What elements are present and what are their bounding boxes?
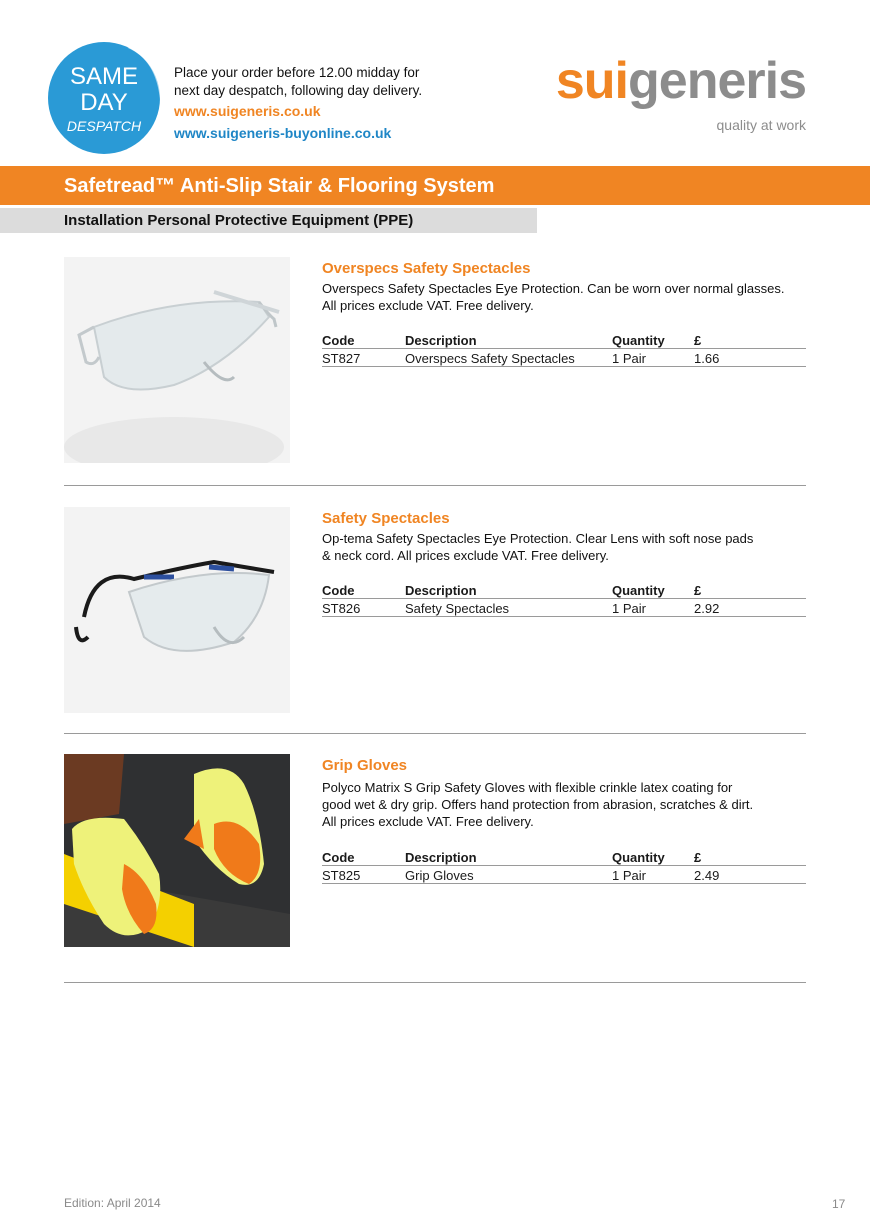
website-link[interactable]: www.suigeneris.co.uk [174, 103, 321, 119]
product-price: 2.49 [694, 866, 806, 884]
divider [64, 982, 806, 983]
product-quantity: 1 Pair [612, 599, 694, 617]
badge-line3: DESPATCH [66, 118, 142, 134]
order-line-2: next day despatch, following day delivery. [174, 83, 423, 98]
product-title: Grip Gloves [322, 757, 408, 774]
banner-title: Safetread™ Anti-Slip Stair & Flooring System [64, 175, 495, 197]
order-line-1: Place your order before 12.00 midday for [174, 65, 420, 80]
same-day-despatch-badge [46, 40, 162, 156]
section-title: Installation Personal Protective Equipment (PPE) [64, 212, 414, 229]
table-header-row: Code Description Quantity £ [322, 331, 806, 349]
product-quantity: 1 Pair [612, 349, 694, 367]
logo-tagline: quality at work [716, 117, 806, 133]
logo-part1: sui [555, 54, 629, 110]
svg-text:suigeneris [556, 54, 806, 110]
product-table [322, 331, 806, 367]
divider [64, 733, 806, 734]
product-code: ST826 [322, 599, 405, 617]
product-table [322, 848, 806, 884]
product-code: ST827 [322, 349, 405, 367]
product-description-cell: Overspecs Safety Spectacles [405, 349, 612, 367]
product-code: ST825 [322, 866, 405, 884]
table-row [322, 866, 806, 884]
buy-online-link[interactable]: www.suigeneris-buyonline.co.uk [174, 125, 392, 141]
edition-text: Edition: April 2014 [64, 1196, 161, 1210]
product-title: Overspecs Safety Spectacles [322, 260, 531, 277]
table-row [322, 599, 806, 617]
safety-glasses-photo [64, 507, 290, 713]
table-header-row: Code Description Quantity £ [322, 848, 806, 866]
product-description: Overspecs Safety Spectacles Eye Protection. Can be worn over normal glasses. All prices exclude VAT. Free delivery. [322, 281, 785, 313]
product-table [322, 581, 806, 617]
product-price: 2.92 [694, 599, 806, 617]
badge-line1: SAME [69, 63, 139, 90]
overspecs-glasses-photo [64, 257, 290, 463]
product-title: Safety Spectacles [322, 510, 450, 527]
logo-part2: generis [628, 54, 806, 110]
product-description: Polyco Matrix S Grip Safety Gloves with flexible crinkle latex coating for good wet & dry grip. Offers hand protection from abrasion, scratches & dirt. All prices exclude VAT. Free delivery. [322, 780, 754, 829]
product-price: 1.66 [694, 349, 806, 367]
table-header-row: Code Description Quantity £ [322, 581, 806, 599]
product-description-cell: Safety Spectacles [405, 599, 612, 617]
product-description-cell: Grip Gloves [405, 866, 612, 884]
divider [64, 485, 806, 486]
product-quantity: 1 Pair [612, 866, 694, 884]
table-row [322, 349, 806, 367]
grip-gloves-photo [64, 754, 290, 947]
suigeneris-logo [536, 54, 808, 136]
order-info [174, 64, 422, 144]
badge-line2: DAY [80, 89, 128, 116]
page-number: 17 [832, 1197, 846, 1211]
product-description: Op-tema Safety Spectacles Eye Protection. Clear Lens with soft nose pads & neck cord. All prices exclude VAT. Free delivery. [322, 531, 754, 563]
